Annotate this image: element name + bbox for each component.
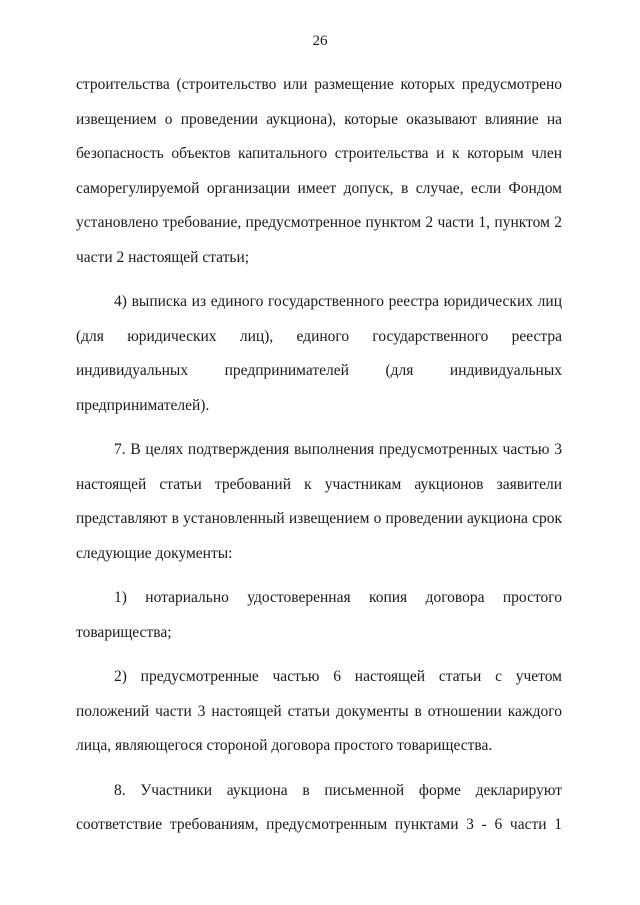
page-number: 26 bbox=[312, 33, 328, 49]
paragraph-item-4-extract: 4) выписка из единого государственного реестра юридических лиц (для юридических лиц), единого государственного реестра индивидуальных предпринимателей (для индивидуальных предпринимателей). bbox=[76, 293, 562, 414]
paragraph-item-1-notarized-copy: 1) нотариально удостоверенная копия договора простого товарищества; bbox=[76, 589, 562, 641]
paragraph-clause-7: 7. В целях подтверждения выполнения предусмотренных частью 3 настоящей статьи требований к участникам аукционов заявители представляют в установленный извещением о проведении аукциона срок следующие документы: bbox=[76, 441, 562, 562]
paragraph-item-2-documents: 2) предусмотренные частью 6 настоящей статьи с учетом положений части 3 настоящей статьи документы в отношении каждого лица, являющегося стороной договора простого товарищества. bbox=[76, 668, 562, 754]
paragraph-clause-8: 8. Участники аукциона в письменной форме декларируют соответствие требованиям, предусмотренным пунктами 3 - 6 части 1 bbox=[76, 781, 562, 833]
paragraph-continuation: строительства (строительство или размещение которых предусмотрено извещением о проведении аукциона), которые оказывают влияние на безопасность объектов капитального строительства и к которым член саморегулируемой организации имеет допуск, в случае, если Фондом установлено требование, предусмотренное пунктом 2 части 1, пунктом 2 части 2 настоящей статьи; bbox=[76, 76, 562, 266]
document-body bbox=[76, 68, 562, 843]
